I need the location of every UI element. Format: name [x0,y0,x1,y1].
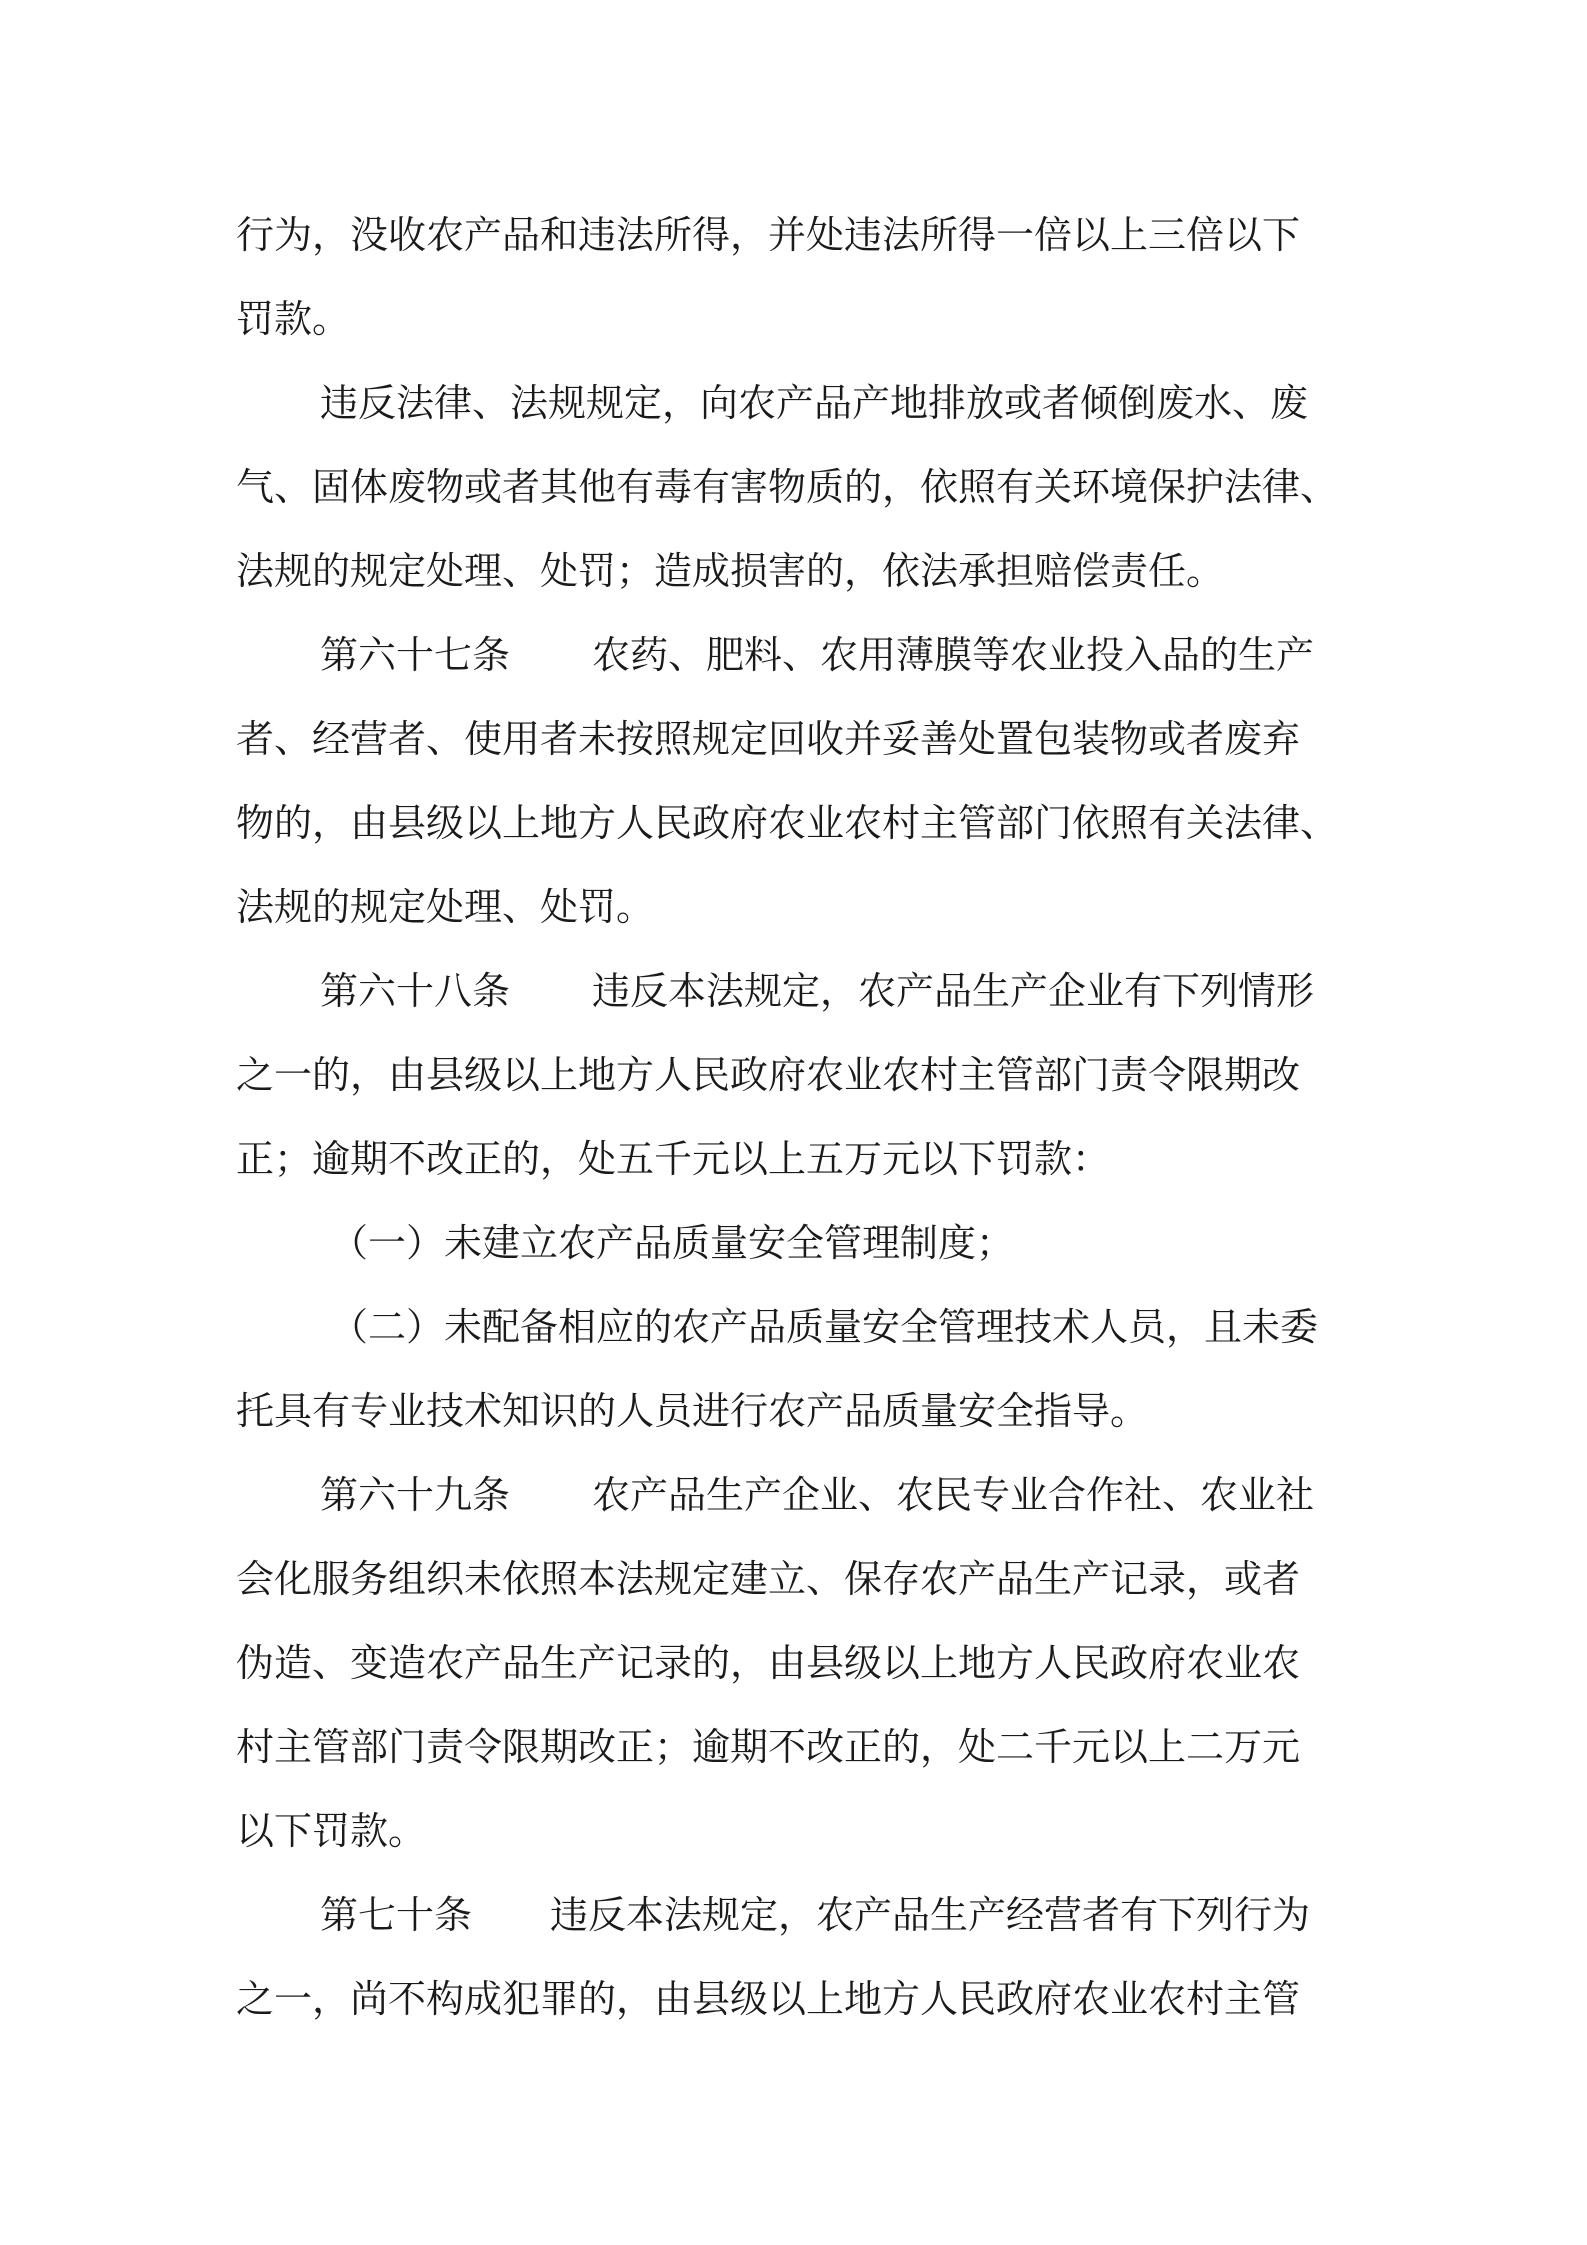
text-line: 违反法律、法规规定，向农产品产地排放或者倾倒废水、废 [320,381,1309,425]
text-line: 行为，没收农产品和违法所得，并处违法所得一倍以上三倍以下 [236,213,1301,257]
text-line: 会化服务组织未依照本法规定建立、保存农产品生产记录，或者 [236,1557,1301,1601]
article-67-line [320,625,1587,685]
article-68-text: 违反本法规定，农产品生产企业有下列情形 [592,969,1315,1013]
article-69-text: 农产品生产企业、农民专业合作社、农业社 [592,1473,1315,1517]
list-item-1: （一）未建立农产品质量安全管理制度； [330,1221,1015,1265]
article-68-number: 第六十八条 [320,969,511,1013]
text-line: 之一的，由县级以上地方人民政府农业农村主管部门责令限期改 [236,1053,1301,1097]
article-70-line [320,1885,1587,1945]
article-70-text: 违反本法规定，农产品生产经营者有下列行为 [550,1893,1311,1937]
article-67-text: 农药、肥料、农用薄膜等农业投入品的生产 [592,633,1315,677]
text-line: 之一，尚不构成犯罪的，由县级以上地方人民政府农业农村主管 [236,1977,1301,2021]
text-line: 法规的规定处理、处罚；造成损害的，依法承担赔偿责任。 [236,549,1225,593]
list-item-2: （二）未配备相应的农产品质量安全管理技术人员，且未委 [330,1305,1319,1349]
text-line: 托具有专业技术知识的人员进行农产品质量安全指导。 [236,1389,1149,1433]
article-69-line [320,1465,1587,1525]
text-line: 正；逾期不改正的，处五千元以上五万元以下罚款： [236,1137,1111,1181]
text-line: 伪造、变造农产品生产记录的，由县级以上地方人民政府农业农 [236,1641,1301,1685]
text-line: 村主管部门责令限期改正；逾期不改正的，处二千元以上二万元 [236,1725,1301,1769]
text-line: 罚款。 [236,297,351,341]
text-line: 物的，由县级以上地方人民政府农业农村主管部门依照有关法律、 [236,801,1339,845]
text-line: 以下罚款。 [236,1809,427,1853]
article-68-line [320,961,1587,1021]
article-70-number: 第七十条 [320,1893,473,1937]
article-67-number: 第六十七条 [320,633,511,677]
text-line: 法规的规定处理、处罚。 [236,885,655,929]
text-line: 者、经营者、使用者未按照规定回收并妥善处置包装物或者废弃 [236,717,1301,761]
text-line: 气、固体废物或者其他有毒有害物质的，依照有关环境保护法律、 [236,465,1339,509]
article-69-number: 第六十九条 [320,1473,511,1517]
